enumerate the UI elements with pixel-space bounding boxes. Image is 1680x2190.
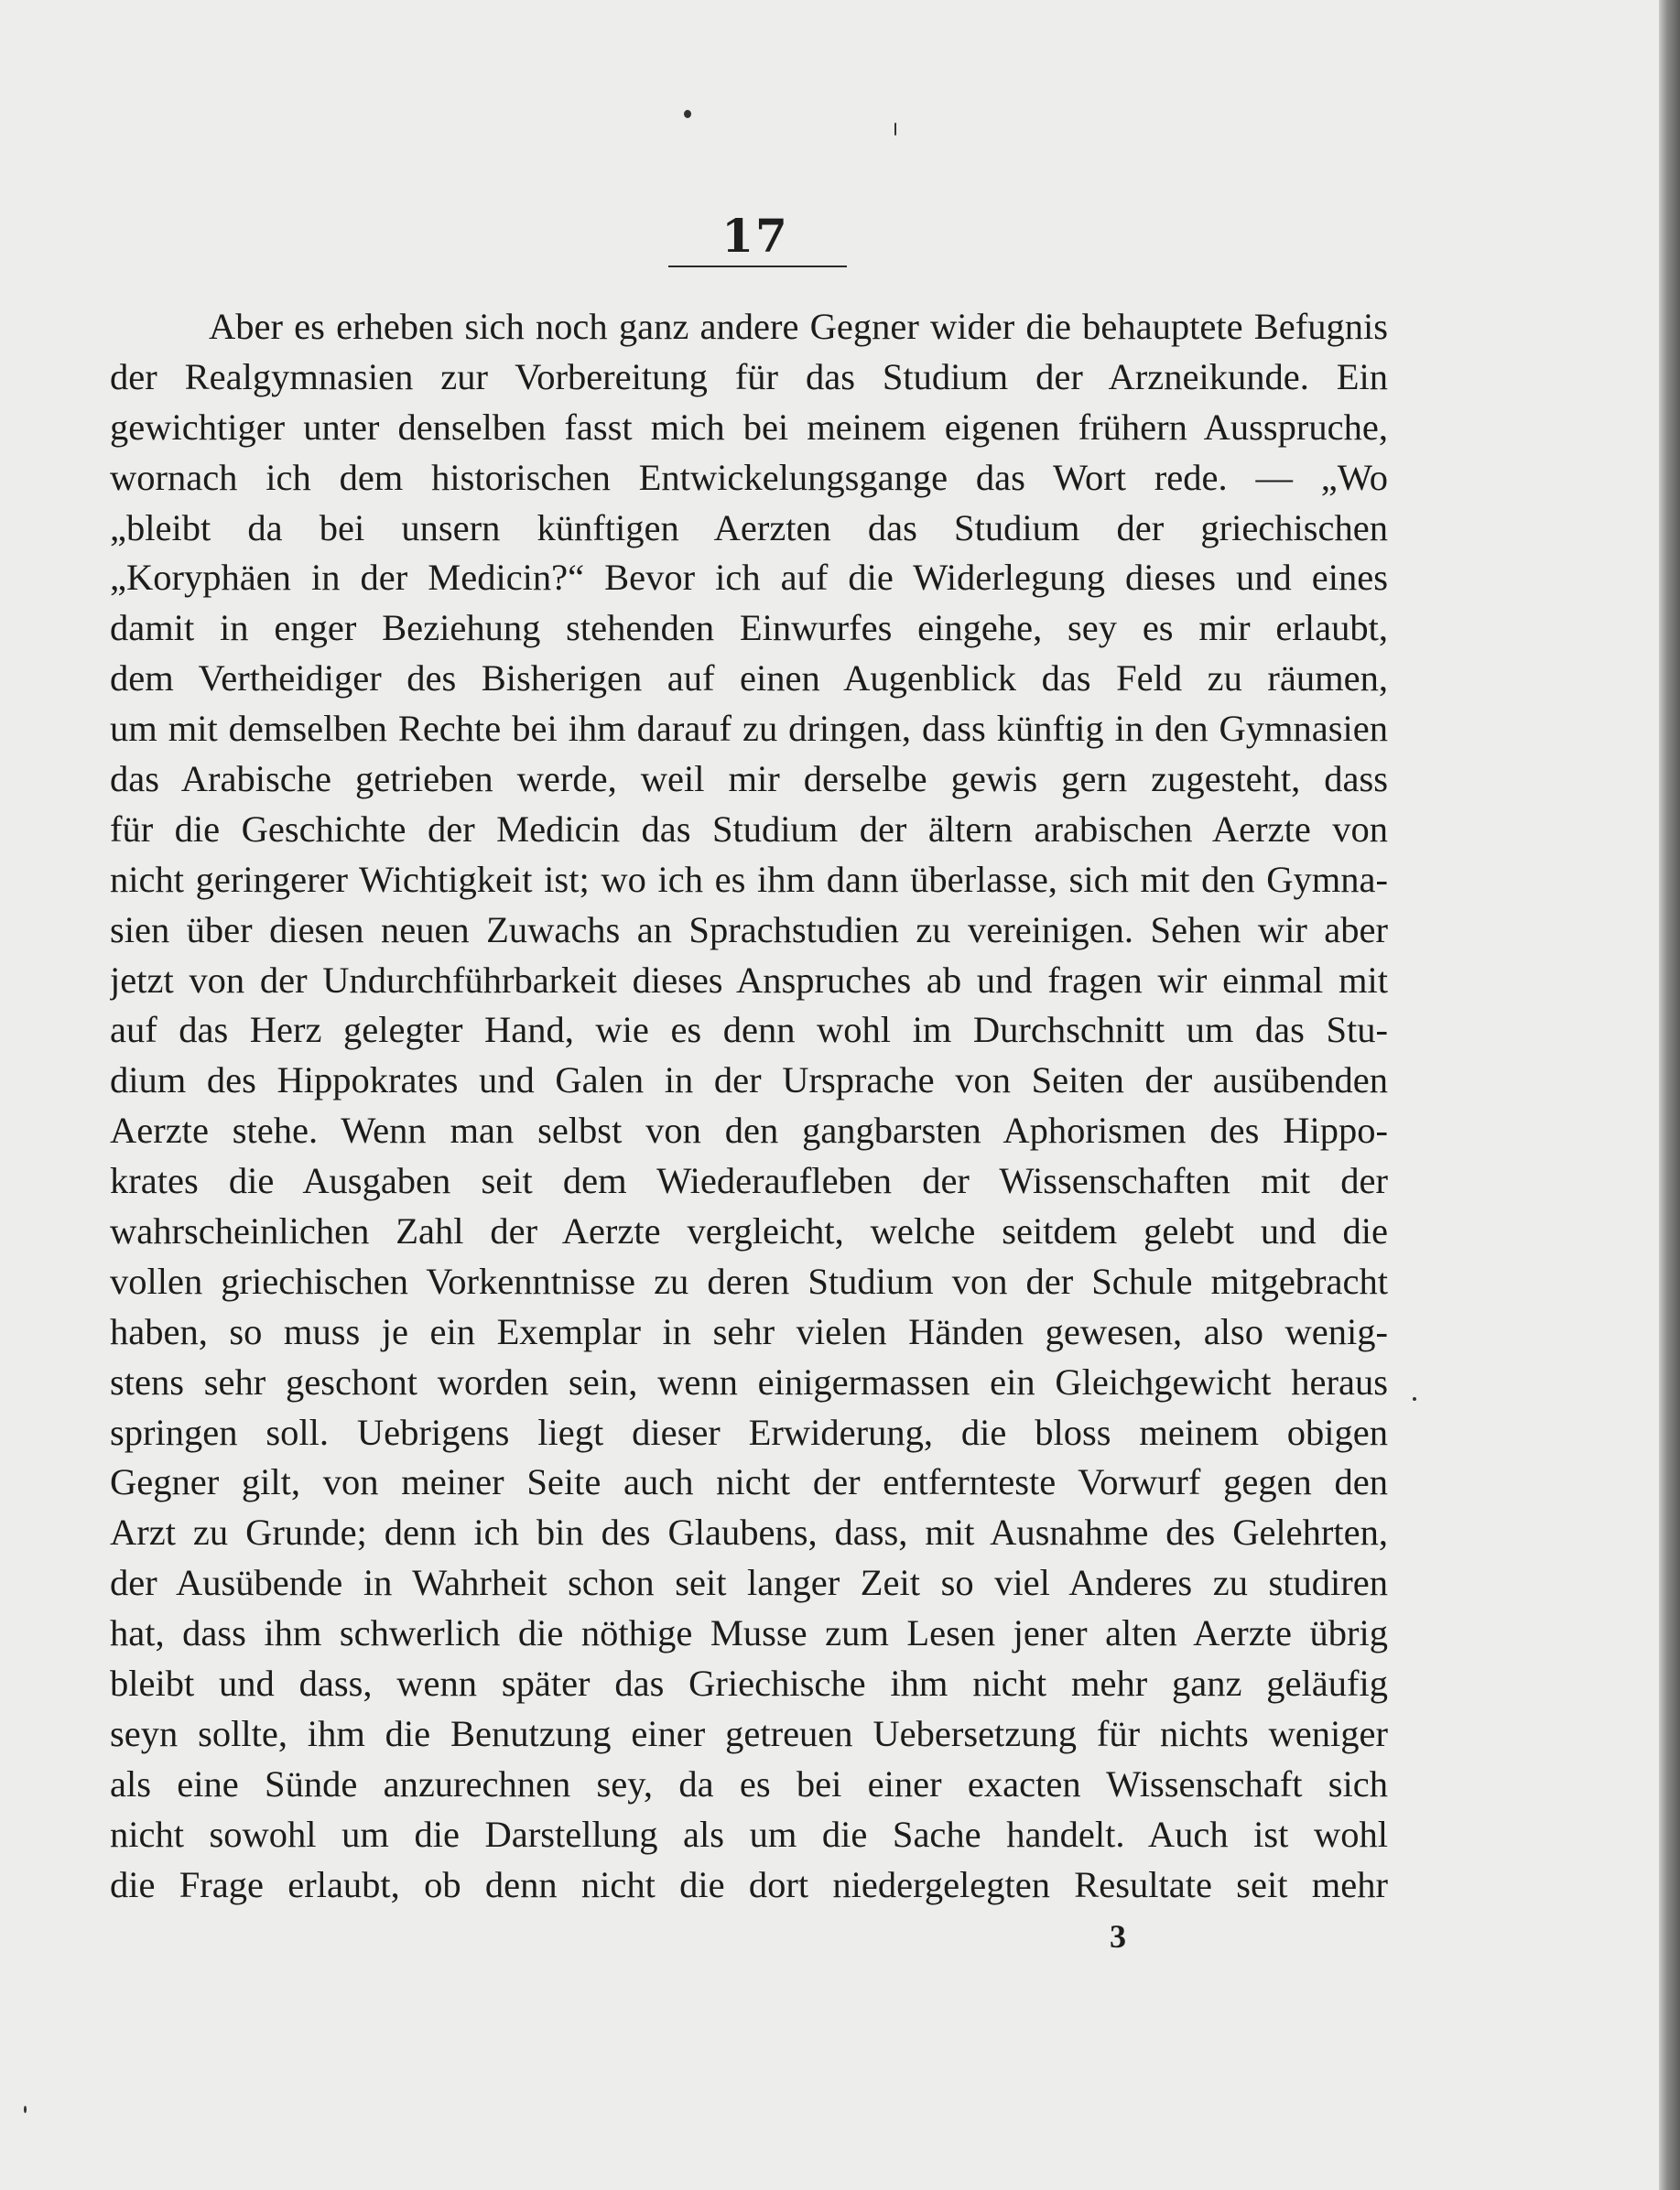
ink-speck xyxy=(24,2106,27,2113)
text-line: bleibt und dass, wenn später das Griechische ihm nicht mehr ganz geläufig xyxy=(110,1663,1388,1705)
text-line: hat, dass ihm schwerlich die nöthige Musse zum Lesen jener alten Aerzte übrig xyxy=(110,1612,1388,1654)
signature-mark: 3 xyxy=(1110,1918,1126,1955)
body-text xyxy=(110,302,1388,1911)
ink-speck xyxy=(894,123,896,136)
text-line: stens sehr geschont worden sein, wenn einigermassen ein Gleichgewicht heraus xyxy=(110,1361,1388,1403)
text-line: der Ausübende in Wahrheit schon seit langer Zeit so viel Anderes zu studiren xyxy=(110,1562,1388,1604)
text-line: gewichtiger unter denselben fasst mich bei meinem eigenen frühern Ausspruche, xyxy=(110,406,1388,448)
text-line: für die Geschichte der Medicin das Studium der ältern arabischen Aerzte von xyxy=(110,808,1388,850)
text-line: das Arabische getrieben werde, weil mir derselbe gewis gern zugesteht, dass xyxy=(110,758,1388,800)
text-line: wornach ich dem historischen Entwickelungsgange das Wort rede. — „Wo xyxy=(110,456,1388,498)
page-number: 17 xyxy=(721,209,789,263)
text-line: „Koryphäen in der Medicin?“ Bevor ich auf die Widerlegung dieses und eines xyxy=(110,557,1388,599)
text-line: Aerzte stehe. Wenn man selbst von den gangbarsten Aphorismen des Hippo- xyxy=(110,1110,1388,1152)
text-line: nicht sowohl um die Darstellung als um die Sache handelt. Auch ist wohl xyxy=(110,1813,1388,1855)
text-line: sien über diesen neuen Zuwachs an Sprachstudien zu vereinigen. Sehen wir aber xyxy=(110,908,1388,950)
text-line: um mit demselben Rechte bei ihm darauf zu dringen, dass künftig in den Gymnasien xyxy=(110,708,1388,750)
ink-speck xyxy=(684,110,691,118)
text-line: wahrscheinlichen Zahl der Aerzte vergleicht, welche seitdem gelebt und die xyxy=(110,1210,1388,1252)
text-line: krates die Ausgaben seit dem Wiederaufleben der Wissenschaften mit der xyxy=(110,1160,1388,1202)
text-line: haben, so muss je ein Exemplar in sehr vielen Händen gewesen, also wenig- xyxy=(110,1310,1388,1352)
text-line: nicht geringerer Wichtigkeit ist; wo ich es ihm dann überlasse, sich mit den Gymna- xyxy=(110,858,1388,900)
text-line: als eine Sünde anzurechnen sey, da es bei einer exacten Wissenschaft sich xyxy=(110,1762,1388,1805)
text-line: vollen griechischen Vorkenntnisse zu deren Studium von der Schule mitgebracht xyxy=(110,1260,1388,1302)
text-line: „bleibt da bei unsern künftigen Aerzten das Studium der griechischen xyxy=(110,506,1388,548)
text-line: die Frage erlaubt, ob denn nicht die dort niedergelegten Resultate seit mehr xyxy=(110,1863,1388,1905)
text-line: auf das Herz gelegter Hand, wie es denn wohl im Durchschnitt um das Stu- xyxy=(110,1009,1388,1051)
text-line: seyn sollte, ihm die Benutzung einer getreuen Uebersetzung für nichts weniger xyxy=(110,1712,1388,1754)
header-rule xyxy=(668,266,847,267)
text-line: dium des Hippokrates und Galen in der Ursprache von Seiten der ausübenden xyxy=(110,1059,1388,1101)
text-line: Arzt zu Grunde; denn ich bin des Glaubens, dass, mit Ausnahme des Gelehrten, xyxy=(110,1512,1388,1554)
text-line: Aber es erheben sich noch ganz andere Gegner wider die behauptete Befugnis xyxy=(209,306,1388,347)
ink-speck xyxy=(1413,1397,1416,1401)
text-line: der Realgymnasien zur Vorbereitung für das Studium der Arzneikunde. Ein xyxy=(110,355,1388,397)
text-line: jetzt von der Undurchführbarkeit dieses Anspruches ab und fragen wir einmal mit xyxy=(110,959,1388,1001)
text-line: dem Vertheidiger des Bisherigen auf einen Augenblick das Feld zu räumen, xyxy=(110,657,1388,699)
text-line: damit in enger Beziehung stehenden Einwurfes eingehe, sey es mir erlaubt, xyxy=(110,607,1388,649)
text-line: Gegner gilt, von meiner Seite auch nicht der entfernteste Vorwurf gegen den xyxy=(110,1461,1388,1503)
text-line: springen soll. Uebrigens liegt dieser Erwiderung, die bloss meinem obigen xyxy=(110,1411,1388,1453)
page-edge-shadow xyxy=(1659,0,1680,2190)
